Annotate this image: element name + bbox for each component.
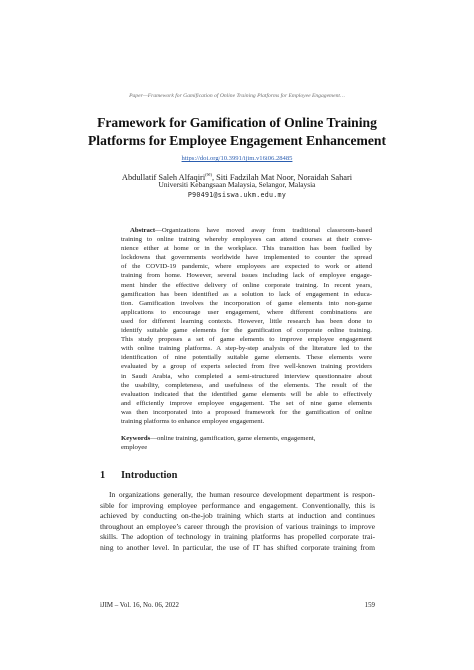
body-line: achieved by conducting on-the-job training which starts at induction and continues xyxy=(100,511,375,521)
abstract-line xyxy=(121,290,372,299)
abstract xyxy=(121,226,372,426)
abstract-line xyxy=(121,408,372,417)
abstract-line-text: ment hinder the effective delivery of online corporate training. In recent years, xyxy=(121,281,372,289)
abstract-line xyxy=(121,372,372,381)
abstract-line-text: was then incorporated into a proposed framework for the gamification of online xyxy=(121,408,372,416)
abstract-line-text: evaluation indicated that the identified game elements will be able to effectively xyxy=(121,390,372,398)
body-line: In organizations generally, the human resource development department is respon- xyxy=(109,490,375,499)
corresponding-author-mark: (✉) xyxy=(205,172,212,177)
abstract-line xyxy=(121,226,372,235)
abstract-line xyxy=(121,244,372,253)
abstract-line xyxy=(121,299,372,308)
abstract-line-text: —Organizations have moved away from traditional classroom-based xyxy=(155,227,372,234)
section-title: Introduction xyxy=(121,470,178,481)
abstract-line-text: This study proposes a set of game elements to improve employee engagement xyxy=(121,336,372,344)
abstract-line-text: training platforms to enhance employee engagement. xyxy=(121,417,265,425)
paper-title xyxy=(30,114,444,149)
abstract-line-text: applications to encourage user engagement, where different combinations are xyxy=(121,308,372,316)
abstract-line xyxy=(121,317,372,326)
abstract-line xyxy=(121,335,372,344)
abstract-line xyxy=(121,390,372,399)
body-line: skills. The adoption of technology in training platforms has propelled corporate trai- xyxy=(100,532,375,542)
abstract-line-text: with online training platforms. A step-by-step analysis of the literature led to the xyxy=(121,345,372,353)
abstract-line-text: evaluated by a group of experts selected from five well-known training providers xyxy=(121,363,372,371)
abstract-line-text: of the COVID-19 pandemic, where employees are expected to work or attend xyxy=(121,263,372,271)
abstract-line xyxy=(121,235,372,244)
title-line-1: Framework for Gamification of Online Training xyxy=(97,115,377,130)
abstract-line-text: tion. Gamification involves the incorporation of game elements into non-game xyxy=(121,299,372,307)
abstract-line xyxy=(121,326,372,335)
abstract-line xyxy=(121,353,372,362)
abstract-line xyxy=(121,417,372,426)
affiliation: Universiti Kebangsaan Malaysia, Selangor, Malaysia xyxy=(158,180,316,189)
abstract-line-text: and efficiently improve employee engagement. The set of nine game elements xyxy=(121,399,372,407)
body-line: ning to another level. In particular, the use of IT has shifted corporate training from xyxy=(100,542,375,552)
abstract-line-text: training from home. However, several issues including lack of employee engage- xyxy=(121,272,372,280)
abstract-line xyxy=(121,381,372,390)
abstract-line xyxy=(121,262,372,271)
introduction-paragraph xyxy=(100,490,375,554)
abstract-line xyxy=(121,271,372,280)
abstract-line xyxy=(121,344,372,353)
doi-link[interactable]: https://doi.org/10.3991/ijim.v16i06.28485 xyxy=(181,155,293,162)
keywords xyxy=(121,434,372,452)
abstract-line-text: in Saudi Arabia, who completed a semi-structured interview questionnaire about xyxy=(121,372,372,380)
abstract-line xyxy=(121,399,372,408)
abstract-line xyxy=(121,253,372,262)
abstract-line-text: lockdowns that governments worldwide have implemented to counter the spread xyxy=(121,254,372,262)
body-line: sible for improving employee performance and engagement. Conventionally, this is xyxy=(100,500,375,510)
abstract-line-text: training to online training whereby employees can attend courses at their conve- xyxy=(121,236,372,244)
abstract-line xyxy=(121,281,372,290)
keywords-line-1 xyxy=(121,434,372,443)
abstract-line xyxy=(121,362,372,371)
author-primary: Abdullatif Saleh Alfaqiri xyxy=(121,172,206,182)
section-number: 1 xyxy=(100,470,106,481)
abstract-label: Abstract xyxy=(130,227,156,234)
keywords-label: Keywords xyxy=(121,435,151,442)
abstract-line xyxy=(121,308,372,317)
body-line: throughout an employee’s career through the provision of various trainings to improve xyxy=(100,521,375,531)
running-head: Paper—Framework for Gamification of Online Training Platforms for Employee Engagement… xyxy=(129,93,345,99)
author-coauthors: , Siti Fadzilah Mat Noor, Noraidah Sahari xyxy=(211,172,353,182)
author-email[interactable]: P90491@siswa.ukm.edu.my xyxy=(187,191,287,199)
keywords-line-2: employee xyxy=(121,444,148,452)
abstract-line-text: nience either at home or in the workplace. This transition has been fuelled by xyxy=(121,245,372,253)
title-line-2: Platforms for Employee Engagement Enhancement xyxy=(87,132,387,148)
abstract-line-text: gamification has been identified as a solution to lack of engagement in educa- xyxy=(121,290,372,298)
page-number: 159 xyxy=(364,602,375,609)
keywords-text: —online training, gamification, game elements, engagement, xyxy=(150,435,316,442)
abstract-line-text: used for different learning contexts. However, little research has been done to xyxy=(121,317,372,325)
abstract-line-text: identification of nine potentially suitable game elements. These elements were xyxy=(121,354,372,362)
abstract-line-text: identify suitable game elements for the gamification of corporate online training. xyxy=(121,327,372,335)
abstract-line-text: the usability, completeness, and usefulness of the elements. The result of the xyxy=(121,381,372,389)
footer-journal-info: iJIM ‒ Vol. 16, No. 06, 2022 xyxy=(100,602,179,609)
